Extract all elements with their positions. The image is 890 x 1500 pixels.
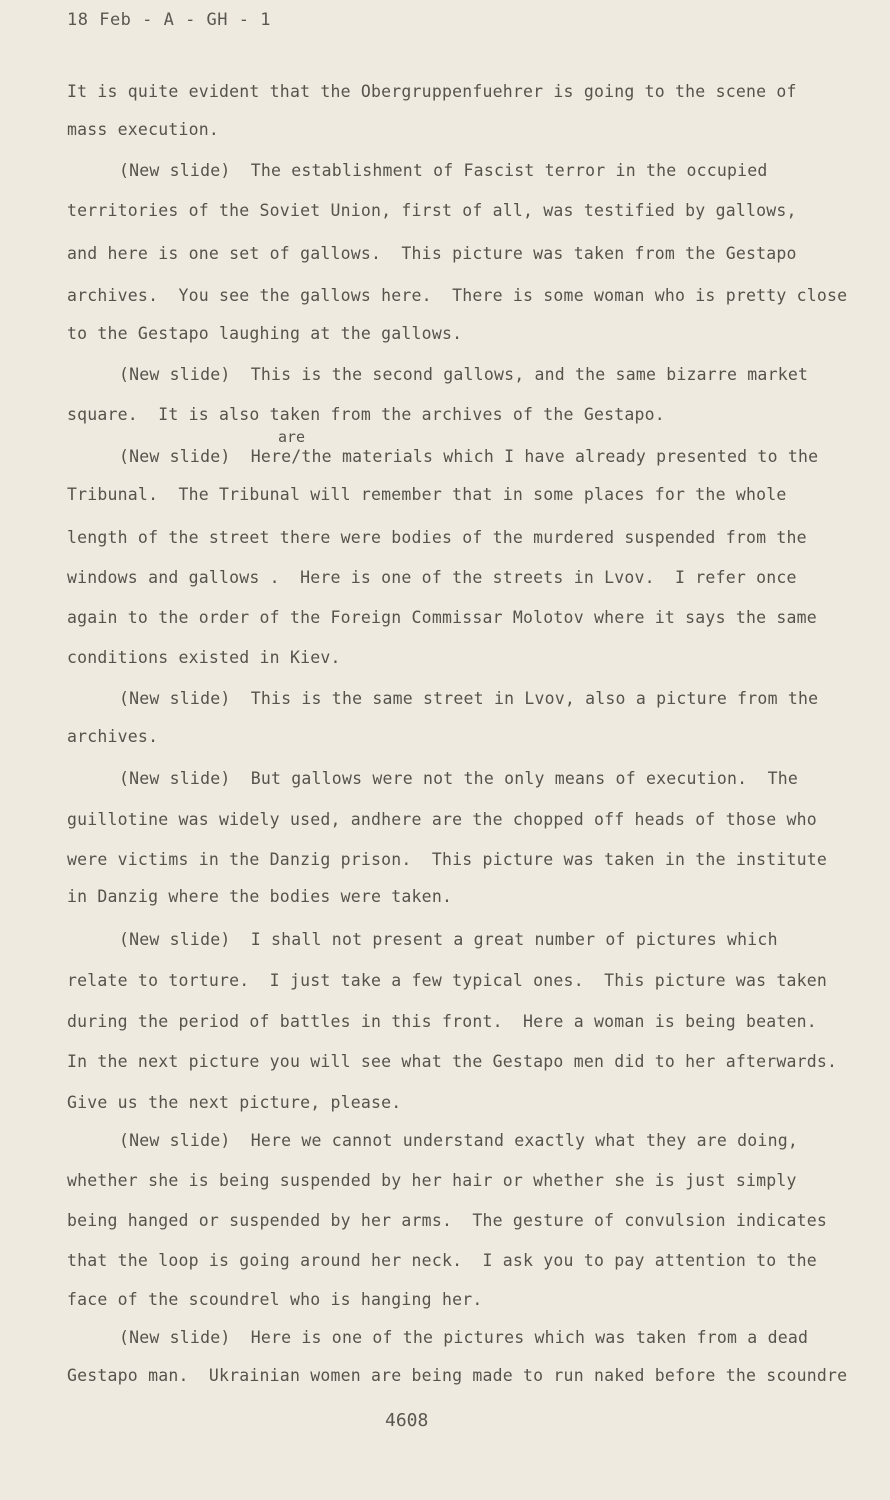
text-line: conditions existed in Kiev. <box>67 648 341 667</box>
text-line: mass execution. <box>67 120 220 139</box>
text-line: (New slide) Here/the materials which I have already presented to the <box>119 447 819 466</box>
text-line: (New slide) Here we cannot understand exactly what they are doing, <box>119 1131 798 1150</box>
text-line: Gestapo man. Ukrainian women are being made to run naked before the scoundre <box>67 1366 848 1385</box>
text-line: guillotine was widely used, andhere are the chopped off heads of those who <box>67 810 817 829</box>
text-line: during the period of battles in this front. Here a woman is being beaten. <box>67 1012 817 1031</box>
text-line: territories of the Soviet Union, first of all, was testified by gallows, <box>67 201 797 220</box>
text-line: were victims in the Danzig prison. This picture was taken in the institute <box>67 850 828 869</box>
text-line: (New slide) The establishment of Fascist terror in the occupied <box>119 161 768 180</box>
text-line: (New slide) This is the second gallows, and the same bizarre market <box>119 365 809 384</box>
text-line: (New slide) This is the same street in Lvov, also a picture from the <box>119 689 819 708</box>
text-line: whether she is being suspended by her hair or whether she is just simply <box>67 1171 797 1190</box>
text-line: being hanged or suspended by her arms. The gesture of convulsion indicates <box>67 1211 828 1230</box>
text-line: Tribunal. The Tribunal will remember that in some places for the whole <box>67 485 787 504</box>
text-line: square. It is also taken from the archives of the Gestapo. <box>67 405 665 424</box>
text-line: It is quite evident that the Obergruppenfuehrer is going to the scene of <box>67 82 797 101</box>
text-line: face of the scoundrel who is hanging her. <box>67 1290 483 1309</box>
text-line: windows and gallows . Here is one of the streets in Lvov. I refer once <box>67 568 797 587</box>
text-line: archives. You see the gallows here. There is some woman who is pretty close <box>67 286 848 305</box>
text-line: (New slide) I shall not present a great number of pictures which <box>119 930 778 949</box>
text-line: (New slide) Here is one of the pictures which was taken from a dead <box>119 1328 809 1347</box>
text-line: relate to torture. I just take a few typical ones. This picture was taken <box>67 971 828 990</box>
text-line: that the loop is going around her neck. I ask you to pay attention to the <box>67 1251 817 1270</box>
document-header: 18 Feb - A - GH - 1 <box>67 10 271 30</box>
text-line: and here is one set of gallows. This picture was taken from the Gestapo <box>67 244 797 263</box>
page-number: 4608 <box>385 1410 429 1431</box>
text-line: to the Gestapo laughing at the gallows. <box>67 324 463 343</box>
text-line: archives. <box>67 727 159 746</box>
text-line: again to the order of the Foreign Commissar Molotov where it says the same <box>67 608 817 627</box>
text-line: length of the street there were bodies of the murdered suspended from the <box>67 528 807 547</box>
text-line: Give us the next picture, please. <box>67 1093 402 1112</box>
text-line: (New slide) But gallows were not the only means of execution. The <box>119 769 798 788</box>
text-line: in Danzig where the bodies were taken. <box>67 887 453 906</box>
text-line: In the next picture you will see what the Gestapo men did to her afterwards. <box>67 1052 838 1071</box>
handwritten-insertion: are <box>278 428 306 446</box>
